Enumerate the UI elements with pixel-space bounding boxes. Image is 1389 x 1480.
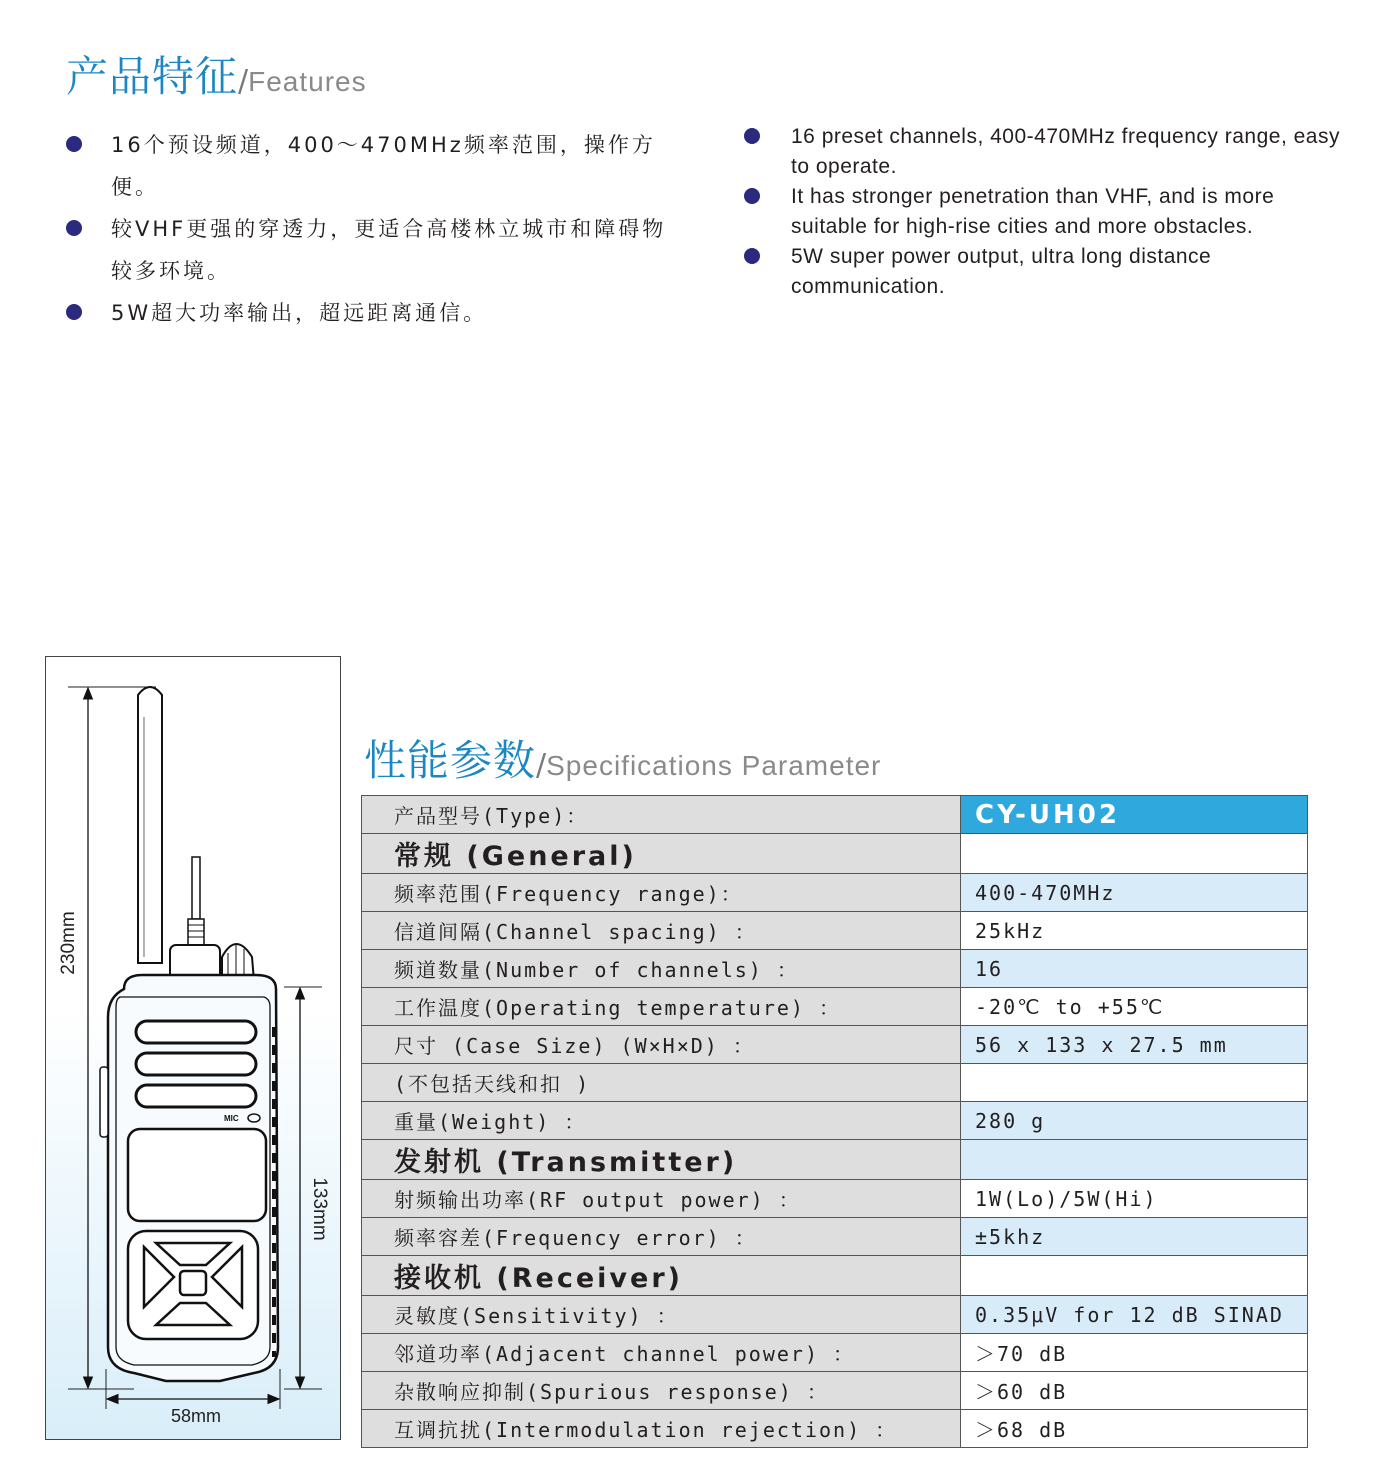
spec-label: 常规 (General) [362, 834, 961, 874]
bullet-icon [66, 136, 82, 152]
spec-value: 16 [961, 950, 1308, 988]
feature-item-en: 16 preset channels, 400-470MHz frequency range, easy to operate. [744, 122, 1344, 182]
spec-row [362, 988, 1308, 1026]
spec-label: 尺寸 (Case Size) (W×H×D) ： [362, 1026, 961, 1064]
spec-label: (不包括天线和扣 ) [362, 1064, 961, 1102]
spec-value: 56 x 133 x 27.5 mm [961, 1026, 1308, 1064]
spec-value [961, 1064, 1308, 1102]
spec-value: -20℃ to +55℃ [961, 988, 1308, 1026]
specs-table [361, 795, 1308, 1448]
specs-title-cn: 性能参数 [364, 736, 537, 785]
features-list-en [744, 122, 1344, 302]
width-label: 58mm [170, 1406, 221, 1426]
spec-value: 25kHz [961, 912, 1308, 950]
spec-row [362, 1180, 1308, 1218]
spec-value: ＞70 dB [961, 1334, 1308, 1372]
spec-row [362, 1102, 1308, 1140]
spec-value: ±5khz [961, 1218, 1308, 1256]
features-heading [66, 44, 367, 104]
spec-value [961, 1256, 1308, 1296]
spec-row [362, 1372, 1308, 1410]
spec-value: ＞68 dB [961, 1410, 1308, 1448]
radio-drawing [46, 657, 342, 1441]
spec-label: 产品型号(Type)： [362, 796, 961, 834]
spec-label: 邻道功率(Adjacent channel power) ： [362, 1334, 961, 1372]
spec-label: 工作温度(Operating temperature) ： [362, 988, 961, 1026]
spec-value: ＞60 dB [961, 1372, 1308, 1410]
spec-row [362, 1026, 1308, 1064]
spec-row [362, 1256, 1308, 1296]
spec-label: 接收机 (Receiver) [362, 1256, 961, 1296]
features-title-cn: 产品特征 [66, 52, 239, 101]
feature-item-cn: 5W超大功率输出，超远距离通信。 [66, 292, 686, 334]
spec-label: 频率范围(Frequency range)： [362, 874, 961, 912]
radio-dimension-diagram [45, 656, 341, 1440]
spec-label: 发射机 (Transmitter) [362, 1140, 961, 1180]
features-list-cn [66, 124, 686, 334]
spec-value: 400-470MHz [961, 874, 1308, 912]
spec-label: 重量(Weight) ： [362, 1102, 961, 1140]
spec-row [362, 834, 1308, 874]
spec-label: 频率容差(Frequency error) ： [362, 1218, 961, 1256]
spec-value [961, 834, 1308, 874]
spec-label: 信道间隔(Channel spacing) ： [362, 912, 961, 950]
spec-label: 互调抗扰(Intermodulation rejection) ： [362, 1410, 961, 1448]
feature-item-cn: 16个预设频道，400～470MHz频率范围，操作方便。 [66, 124, 686, 208]
bullet-icon [744, 128, 760, 144]
feature-item-cn: 较VHF更强的穿透力，更适合高楼林立城市和障碍物较多环境。 [66, 208, 686, 292]
spec-row [362, 912, 1308, 950]
bullet-icon [744, 248, 760, 264]
height-total-label: 230mm [58, 911, 79, 975]
spec-row [362, 1334, 1308, 1372]
feature-item-en: 5W super power output, ultra long distance communication. [744, 242, 1344, 302]
height-body-label: 133mm [309, 1177, 330, 1241]
model-value: CY-UH02 [961, 796, 1308, 834]
spec-row [362, 1140, 1308, 1180]
mic-label: MIC [224, 1114, 239, 1123]
specs-title-en: Specifications Parameter [546, 750, 882, 781]
spec-label: 杂散响应抑制(Spurious response) ： [362, 1372, 961, 1410]
bullet-icon [744, 188, 760, 204]
spec-label: 灵敏度(Sensitivity) ： [362, 1296, 961, 1334]
title-slash: / [536, 748, 547, 783]
spec-row [362, 874, 1308, 912]
specs-heading [364, 728, 881, 788]
feature-item-en: It has stronger penetration than VHF, and is more suitable for high-rise cities and more obstacles. [744, 182, 1344, 242]
spec-row [362, 1064, 1308, 1102]
spec-value: 280 g [961, 1102, 1308, 1140]
title-slash: / [238, 64, 249, 99]
spec-row [362, 1410, 1308, 1448]
spec-row [362, 1296, 1308, 1334]
spec-row [362, 950, 1308, 988]
spec-row [362, 796, 1308, 834]
spec-value [961, 1140, 1308, 1180]
spec-label: 射频输出功率(RF output power) ： [362, 1180, 961, 1218]
spec-value: 1W(Lo)/5W(Hi) [961, 1180, 1308, 1218]
bullet-icon [66, 304, 82, 320]
spec-value: 0.35μV for 12 dB SINAD [961, 1296, 1308, 1334]
spec-label: 频道数量(Number of channels) ： [362, 950, 961, 988]
features-title-en: Features [248, 66, 367, 97]
bullet-icon [66, 220, 82, 236]
spec-row [362, 1218, 1308, 1256]
